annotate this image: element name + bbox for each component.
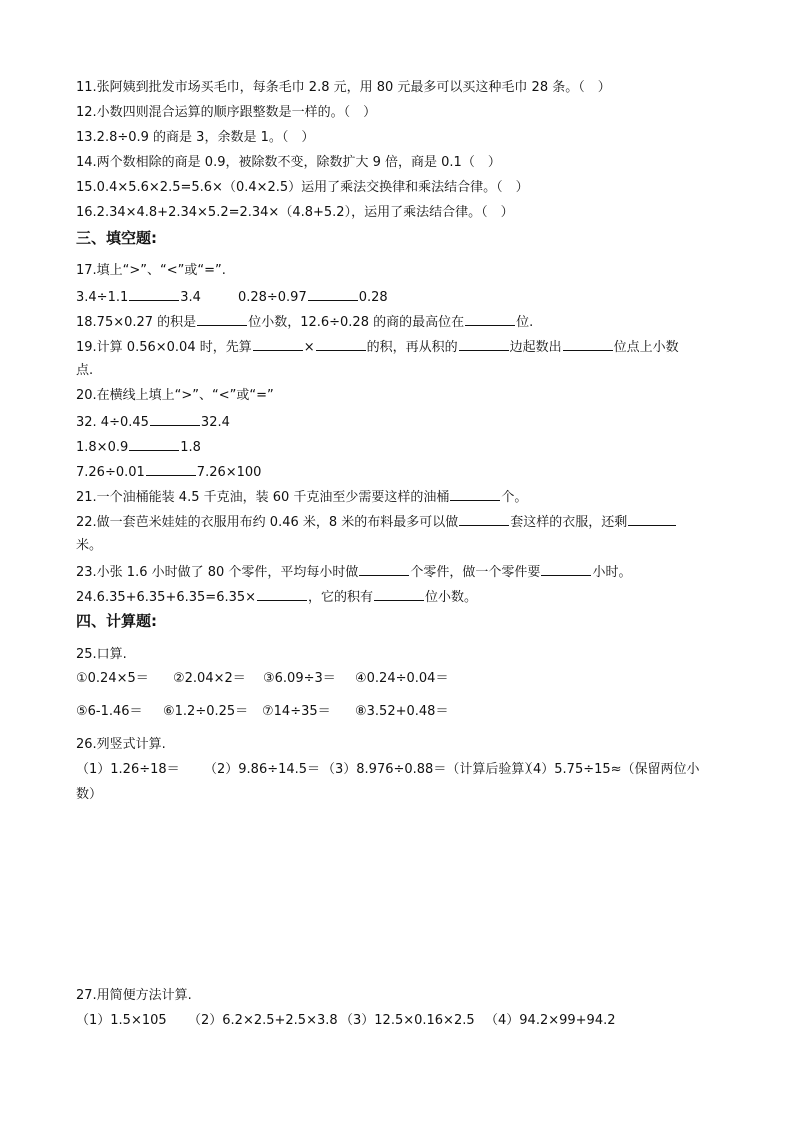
q24-blank-1[interactable] bbox=[257, 587, 307, 601]
q23-text-a: 23.小张 1.6 小时做了 80 个零件，平均每小时做 bbox=[76, 565, 359, 580]
q24-text-b: ，它的积有 bbox=[308, 590, 374, 605]
question-22 bbox=[76, 512, 716, 532]
q18-text-b: 位小数，12.6÷0.28 的商的最高位在 bbox=[248, 315, 465, 330]
q19-text-c: 的积，再从积的 bbox=[366, 340, 458, 355]
q20-r1-right: 32.4 bbox=[200, 415, 230, 430]
q20-r3-left: 7.26÷0.01 bbox=[76, 465, 145, 480]
q26-item-3: （3）8.976÷0.88＝（计算后验算） bbox=[322, 762, 538, 777]
question-25-title: 25.口算. bbox=[76, 647, 127, 662]
q25-item-7: ⑦14÷35＝ bbox=[262, 704, 331, 719]
q20-r2-left: 1.8×0.9 bbox=[76, 440, 129, 455]
q19-text-d: 边起数出 bbox=[509, 340, 562, 355]
question-14: 14.两个数相除的商是 0.9，被除数不变，除数扩大 9 倍，商是 0.1（ ） bbox=[76, 155, 501, 170]
question-20-row-1 bbox=[76, 412, 716, 432]
q19-text-e: 位点上小数 bbox=[613, 340, 679, 355]
question-12: 12.小数四则混合运算的顺序跟整数是一样的。（ ） bbox=[76, 105, 377, 120]
q22-blank-2[interactable] bbox=[628, 512, 676, 526]
q18-text-a: 18.75×0.27 的积是 bbox=[76, 315, 197, 330]
q17-a-blank[interactable] bbox=[129, 287, 179, 301]
question-22-cont: 米。 bbox=[76, 538, 103, 553]
question-11: 11.张阿姨到批发市场买毛巾，每条毛巾 2.8 元，用 80 元最多可以买这种毛巾 28 条。（ ） bbox=[76, 80, 611, 95]
q20-r3-right: 7.26×100 bbox=[196, 465, 262, 480]
q20-r2-right: 1.8 bbox=[180, 440, 201, 455]
q17-b-blank[interactable] bbox=[308, 287, 358, 301]
question-26-row bbox=[76, 761, 716, 779]
section-4-heading: 四、计算题: bbox=[76, 612, 157, 630]
q23-blank-2[interactable] bbox=[541, 562, 591, 576]
question-20-row-3 bbox=[76, 462, 716, 482]
q20-r1-blank[interactable] bbox=[150, 412, 200, 426]
q19-text-a: 19.计算 0.56×0.04 时，先算 bbox=[76, 340, 252, 355]
question-17-title: 17.填上“>”、“<”或“=”. bbox=[76, 263, 226, 278]
question-26-cont: 数） bbox=[76, 787, 103, 802]
question-27-row bbox=[76, 1012, 716, 1030]
q18-text-c: 位. bbox=[516, 315, 534, 330]
q27-item-1: （1）1.5×105 bbox=[76, 1013, 167, 1028]
q25-item-1: ①0.24×5＝ bbox=[76, 671, 149, 686]
q24-text-a: 24.6.35+6.35+6.35=6.35× bbox=[76, 590, 257, 605]
q25-item-6: ⑥1.2÷0.25＝ bbox=[163, 704, 249, 719]
section-3-heading: 三、填空题: bbox=[76, 229, 157, 247]
q27-item-2: （2）6.2×2.5+2.5×3.8 bbox=[188, 1013, 338, 1028]
q25-item-3: ③6.09÷3＝ bbox=[263, 671, 336, 686]
q20-r1-left: 32. 4÷0.45 bbox=[76, 415, 149, 430]
question-13: 13.2.8÷0.9 的商是 3，余数是 1。（ ） bbox=[76, 130, 315, 145]
q19-blank-3[interactable] bbox=[459, 337, 509, 351]
question-15: 15.0.4×5.6×2.5=5.6×（0.4×2.5）运用了乘法交换律和乘法结合律。（ ） bbox=[76, 180, 529, 195]
q24-blank-2[interactable] bbox=[374, 587, 424, 601]
q19-text-b: × bbox=[303, 340, 315, 355]
q23-text-c: 小时。 bbox=[592, 565, 632, 580]
question-19-cont: 点. bbox=[76, 363, 94, 378]
q27-item-4: （4）94.2×99+94.2 bbox=[485, 1013, 616, 1028]
q20-r2-blank[interactable] bbox=[129, 437, 179, 451]
q20-r3-blank[interactable] bbox=[146, 462, 196, 476]
q21-text-a: 21.一个油桶能装 4.5 千克油，装 60 千克油至少需要这样的油桶 bbox=[76, 490, 450, 505]
question-24 bbox=[76, 587, 716, 607]
q18-blank-1[interactable] bbox=[197, 312, 247, 326]
q21-blank[interactable] bbox=[450, 487, 500, 501]
q25-item-2: ②2.04×2＝ bbox=[173, 671, 246, 686]
question-16: 16.2.34×4.8+2.34×5.2=2.34×（4.8+5.2），运用了乘法结合律。（ ） bbox=[76, 205, 514, 220]
q23-blank-1[interactable] bbox=[359, 562, 409, 576]
q24-text-c: 位小数。 bbox=[425, 590, 478, 605]
question-27-title: 27.用简便方法计算. bbox=[76, 988, 192, 1003]
q25-item-8: ⑧3.52+0.48＝ bbox=[355, 704, 449, 719]
question-18 bbox=[76, 312, 716, 332]
q17-b-left: 0.28÷0.97 bbox=[237, 290, 307, 305]
q26-item-4: （4）5.75÷15≈（保留两位小 bbox=[520, 762, 700, 777]
question-19 bbox=[76, 337, 716, 357]
q17-a-right: 3.4 bbox=[180, 290, 201, 305]
q27-item-3: （3）12.5×0.16×2.5 bbox=[340, 1013, 475, 1028]
q22-text-b: 套这样的衣服，还剩 bbox=[510, 515, 628, 530]
q21-text-b: 个。 bbox=[501, 490, 528, 505]
question-20-title: 20.在横线上填上“>”、“<”或“=” bbox=[76, 388, 274, 403]
q22-blank-1[interactable] bbox=[459, 512, 509, 526]
q19-blank-4[interactable] bbox=[563, 337, 613, 351]
question-26-title: 26.列竖式计算. bbox=[76, 737, 166, 752]
q17-b-right: 0.28 bbox=[358, 290, 388, 305]
question-25-row-1 bbox=[76, 670, 716, 688]
question-25-row-2 bbox=[76, 703, 716, 721]
q26-item-2: （2）9.86÷14.5＝ bbox=[204, 762, 321, 777]
q18-blank-2[interactable] bbox=[465, 312, 515, 326]
q19-blank-2[interactable] bbox=[316, 337, 366, 351]
q25-item-4: ④0.24÷0.04＝ bbox=[355, 671, 449, 686]
q26-item-1: （1）1.26÷18＝ bbox=[76, 762, 180, 777]
q23-text-b: 个零件，做一个零件要 bbox=[410, 565, 541, 580]
question-21 bbox=[76, 487, 716, 507]
question-17-row bbox=[76, 287, 716, 307]
q19-blank-1[interactable] bbox=[253, 337, 303, 351]
question-20-row-2 bbox=[76, 437, 716, 457]
q17-a-left: 3.4÷1.1 bbox=[76, 290, 129, 305]
q22-text-a: 22.做一套芭米娃娃的衣服用布约 0.46 米，8 米的布料最多可以做 bbox=[76, 515, 459, 530]
question-23 bbox=[76, 562, 716, 582]
q25-item-5: ⑤6-1.46＝ bbox=[76, 704, 143, 719]
